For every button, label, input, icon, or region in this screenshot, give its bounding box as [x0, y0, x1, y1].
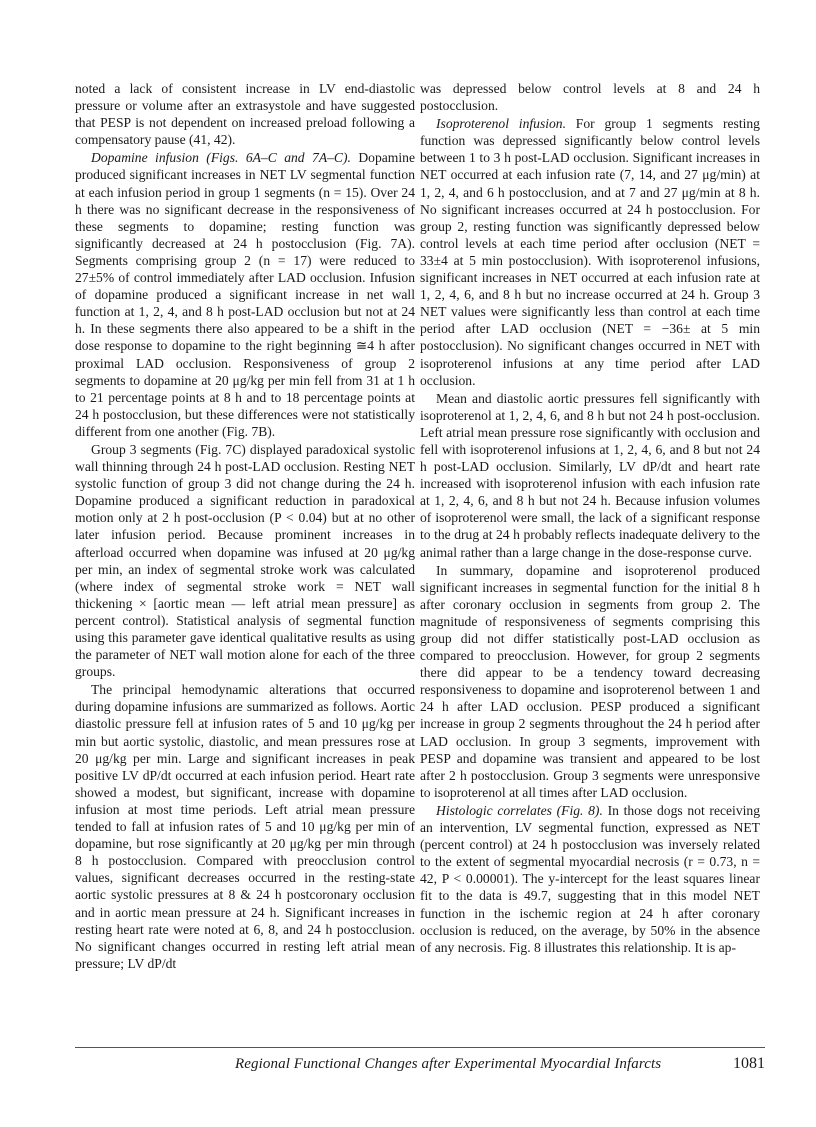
section-head-dopamine-infusion: Dopamine infusion (Figs. 6A–C and 7A–C). — [91, 150, 351, 166]
paragraph-pesp-continued: noted a lack of consistent increase in LV end-diastolic pressure or volume after an extrasystole and have suggested that PESP is not dependent on increased preload following a compensatory pause (41, 42). — [75, 81, 415, 148]
paragraph-histologic-correlates — [420, 802, 760, 956]
paragraph-group3-segments: Group 3 segments (Fig. 7C) displayed paradoxical systolic wall thinning through 24 h post-LAD occlusion. Resting NET systolic function of group 3 did not change during the 24 h. Dopamine produced a significant reduction in paradoxical motion only at 2 h post-occlusion (P < 0.04) but at no other later infusion period. Because prominent increases in afterload occurred when dopamine was infused at 20 μg/kg per min, an index of segmental stroke work was calculated (where index of segmental stroke work = NET wall thickening × [aortic mean — left atrial mean pressure] as percent control). Statistical analysis of segmental function using this parameter gave identical qualitative results as using the parameter of NET wall motion alone for each of the three groups. — [75, 441, 415, 680]
paragraph-dopamine-infusion — [75, 149, 415, 440]
paragraph-dpdt-continued: was depressed below control levels at 8 and 24 h postocclusion. — [420, 81, 760, 114]
section-head-histologic-correlates: Histologic correlates (Fig. 8). — [436, 802, 603, 818]
footer-divider — [75, 1047, 765, 1048]
right-column — [420, 80, 760, 956]
section-head-isoproterenol-infusion: Isoproterenol infusion. — [436, 116, 566, 132]
paragraph-histologic-body: In those dogs not receiving an intervention, LV segmental function, expressed as NET (percent control) at 24 h postocclusion was inversely related to the extent of segmental myocardial necrosis (r = 0.73, n = 42, P < 0.00001). The y-intercept for the least squares linear fit to the data is 49.7, suggesting that in this model NET function in the ischemic region at 24 h after coronary occlusion is reduced, on the average, by 50% in the absence of any necrosis. Fig. 8 illustrates this relationship. It is ap- — [420, 802, 760, 955]
running-title: Regional Functional Changes after Experimental Myocardial Infarcts — [235, 1056, 662, 1072]
paragraph-hemodynamic-alterations: The principal hemodynamic alterations that occurred during dopamine infusions are summarized as follows. Aortic diastolic pressure fell at infusion rates of 5 and 10 μg/kg per min but aortic systolic, diastolic, and mean pressures rose at 20 μg/kg per min. Large and significant increases in peak positive LV dP/dt occurred at each infusion period. Heart rate showed a modest, but significant, increase with dopamine infusion at most time periods. Left atrial mean pressure tended to fall at infusion rates of 5 and 10 μg/kg per min of dopamine, but rose significantly at 20 μg/kg per min through 8 h postocclusion. Compared with preocclusion control values, significant decreases occurred in the resting-state aortic systolic pressures at 8 & 24 h postcoronary occlusion and in aortic mean pressure at 24 h. Significant increases in resting heart rate were noted at 6, 8, and 24 h postocclusion. No significant changes occurred in resting left atrial mean pressure; LV dP/dt — [75, 682, 415, 971]
paragraph-isoproterenol-body: For group 1 segments resting function was depressed significantly below control levels between 1 to 3 h post-LAD occlusion. Significant increases in NET occurred at each infusion rate (7, 14, and 27 μg/min) at 1, 2, 4, and 6 h postocclusion, and at 7 and 27 μg/min at 8 h. No significant increases occurred at 24 h postocclusion. For group 2, resting function was significantly depressed below control levels at each time period after occlusion (NET = 33±4 at 5 min postocclusion). With isoproterenol infusions, significant increases in NET occurred at each infusion rate at 1, 2, 4, 6, and 8 h but no increase occurred at 24 h. Group 3 NET values were significantly less than control at each time period after LAD occlusion (NET = −36± at 5 min postocclusion). No significant changes occurred in NET with isoproterenol infusions at any time period after LAD occlusion. — [420, 116, 760, 388]
paragraph-isoproterenol-infusion — [420, 115, 760, 389]
page-footer — [75, 1050, 765, 1078]
paragraph-summary: In summary, dopamine and isoproterenol produced significant increases in segmental function for the initial 8 h after coronary occlusion in segments from group 2. The magnitude of responsiveness of segments comprising this group did not differ statistically post-LAD occlusion as compared to preocclusion. However, for group 2 segments there did appear to be a tendency toward decreasing responsiveness to dopamine and isoproterenol between 1 and 24 h after LAD occlusion. PESP produced a significant increase in group 2 segments throughout the 24 h period after LAD occlusion. In group 3 segments, improvement with PESP and dopamine was transient and appeared to be lost after 2 h postocclusion. Group 3 segments were unresponsive to isoproterenol at all times after LAD occlusion. — [420, 562, 760, 800]
paragraph-dopamine-body: Dopamine produced significant increases in NET LV segmental function at each infusion period in group 1 segments (n = 15). Over 24 h there was no significant decrease in the responsiveness of these segments to dopamine; resting function was significantly decreased at 24 h postocclusion (Fig. 7A). Segments comprising group 2 (n = 17) were reduced to 27±5% of control immediately after LAD occlusion. Infusion of dopamine produced a significant increase in net wall function at 1, 2, 4, and 8 h post-LAD occlusion but not at 24 h. In these segments there also appeared to be a shift in the dose response to dopamine to the right beginning ≅4 h after proximal LAD occlusion. Responsiveness of group 2 segments to dopamine at 20 μg/kg per min fell from 31 at 1 h to 21 percentage points at 8 h and to 18 percentage points at 24 h postocclusion, but these differences were not statistically different from one another (Fig. 7B). — [75, 150, 415, 439]
paragraph-aortic-pressures: Mean and diastolic aortic pressures fell significantly with isoproterenol at 1, 2, 4, 6, and 8 h but not 24 h post-occlusion. Left atrial mean pressure rose significantly with occlusion and fell with isoproterenol infusions at 1, 2, 4, 6, and 8 but not 24 h post-LAD occlusion. Similarly, LV dP/dt and heart rate increased with isoproterenol infusion with each infusion rate at 1, 2, 4, 6, and 8 h but not 24 h. Because infusion volumes of isoproterenol were small, the lack of a significant response to the drug at 24 h probably reflects inadequate delivery to the animal rather than a large change in the dose-response curve. — [420, 390, 760, 560]
left-column — [75, 80, 415, 972]
page-number: 1081 — [733, 1055, 765, 1072]
